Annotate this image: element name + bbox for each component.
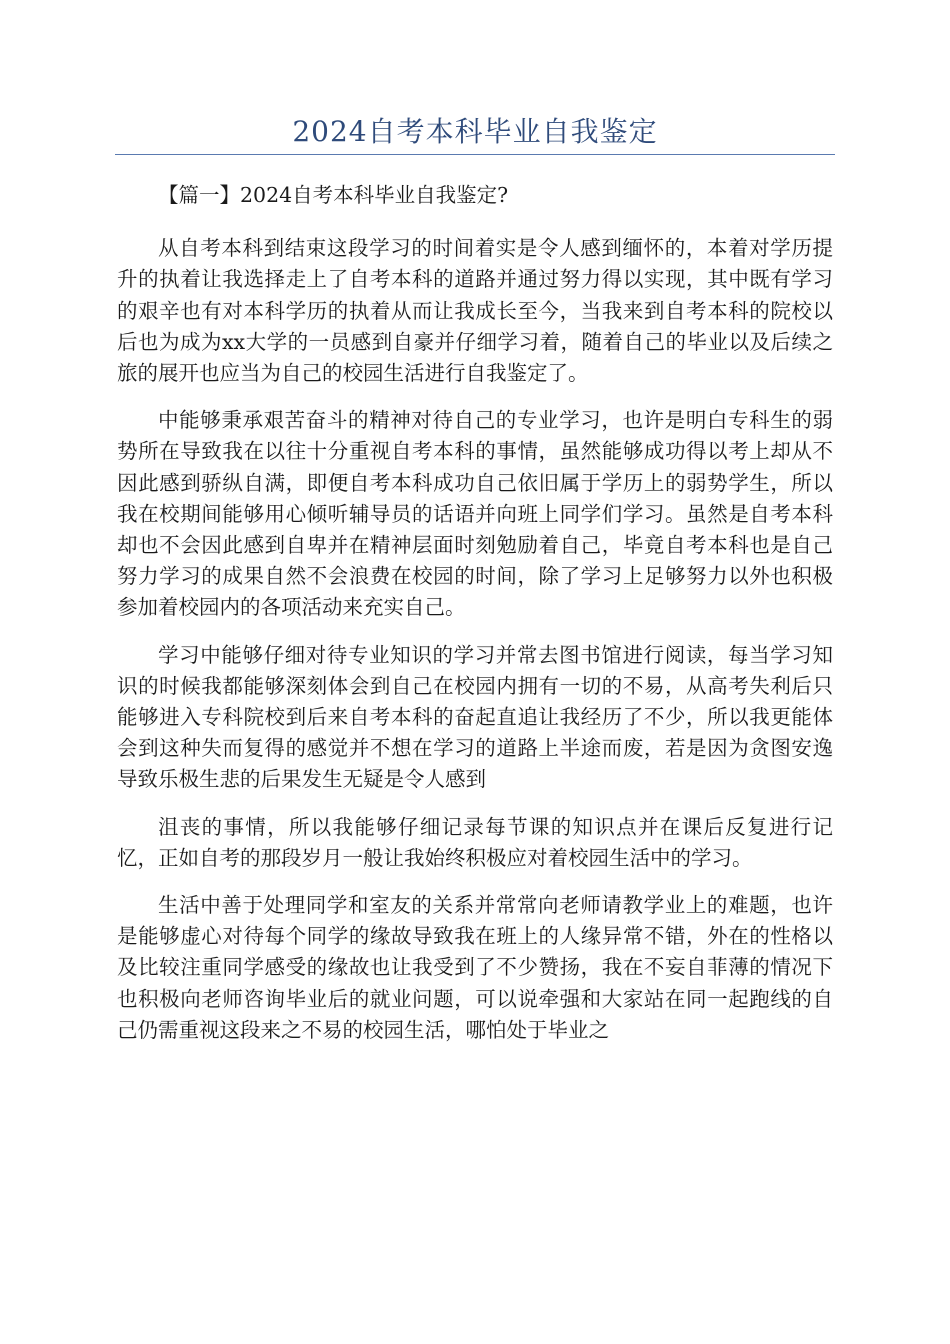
document-body xyxy=(117,180,833,1062)
paragraph: 生活中善于处理同学和室友的关系并常常向老师请教学业上的难题，也许是能够虚心对待每个同学的缘故导致我在班上的人缘异常不错，外在的性格以及比较注重同学感受的缘故也让我受到了不少赞扬，我在不妄自菲薄的情况下也积极向老师咨询毕业后的就业问题，可以说牵强和大家站在同一起跑线的自己仍需重视这段来之不易的校园生活，哪怕处于毕业之 xyxy=(117,893,833,1042)
title-underline xyxy=(115,154,835,155)
section-heading: 【篇一】2024自考本科毕业自我鉴定? xyxy=(158,183,509,207)
paragraph: 从自考本科到结束这段学习的时间着实是令人感到缅怀的，本着对学历提升的执着让我选择走上了自考本科的道路并通过努力得以实现，其中既有学习的艰辛也有对本科学历的执着从而让我成长至今，当我来到自考本科的院校以后也为成为xx大学的一员感到自豪并仔细学习着，随着自己的毕业以及后续之旅的展开也应当为自己的校园生活进行自我鉴定了。 xyxy=(117,236,833,386)
paragraph: 沮丧的事情，所以我能够仔细记录每节课的知识点并在课后反复进行记忆，正如自考的那段岁月一般让我始终积极应对着校园生活中的学习。 xyxy=(117,814,833,870)
paragraph: 学习中能够仔细对待专业知识的学习并常去图书馆进行阅读，每当学习知识的时候我都能够深刻体会到自己在校园内拥有一切的不易，从高考失利后只能够进入专科院校到后来自考本科的奋起直追让我经历了不少，所以我更能体会到这种失而复得的感觉并不想在学习的道路上半途而废，若是因为贪图安逸导致乐极生悲的后果发生无疑是令人感到 xyxy=(117,642,833,792)
document-title: 2024自考本科毕业自我鉴定 xyxy=(292,115,658,148)
paragraph: 中能够秉承艰苦奋斗的精神对待自己的专业学习，也许是明白专科生的弱势所在导致我在以往十分重视自考本科的事情，虽然能够成功得以考上却从不因此感到骄纵自满，即便自考本科成功自己依旧属于学历上的弱势学生，所以我在校期间能够用心倾听辅导员的话语并向班上同学们学习。虽然是自考本科却也不会因此感到自卑并在精神层面时刻勉励着自己，毕竟自考本科也是自己努力学习的成果自然不会浪费在校园的时间，除了学习上足够努力以外也积极参加着校园内的各项活动来充实自己。 xyxy=(117,408,833,620)
